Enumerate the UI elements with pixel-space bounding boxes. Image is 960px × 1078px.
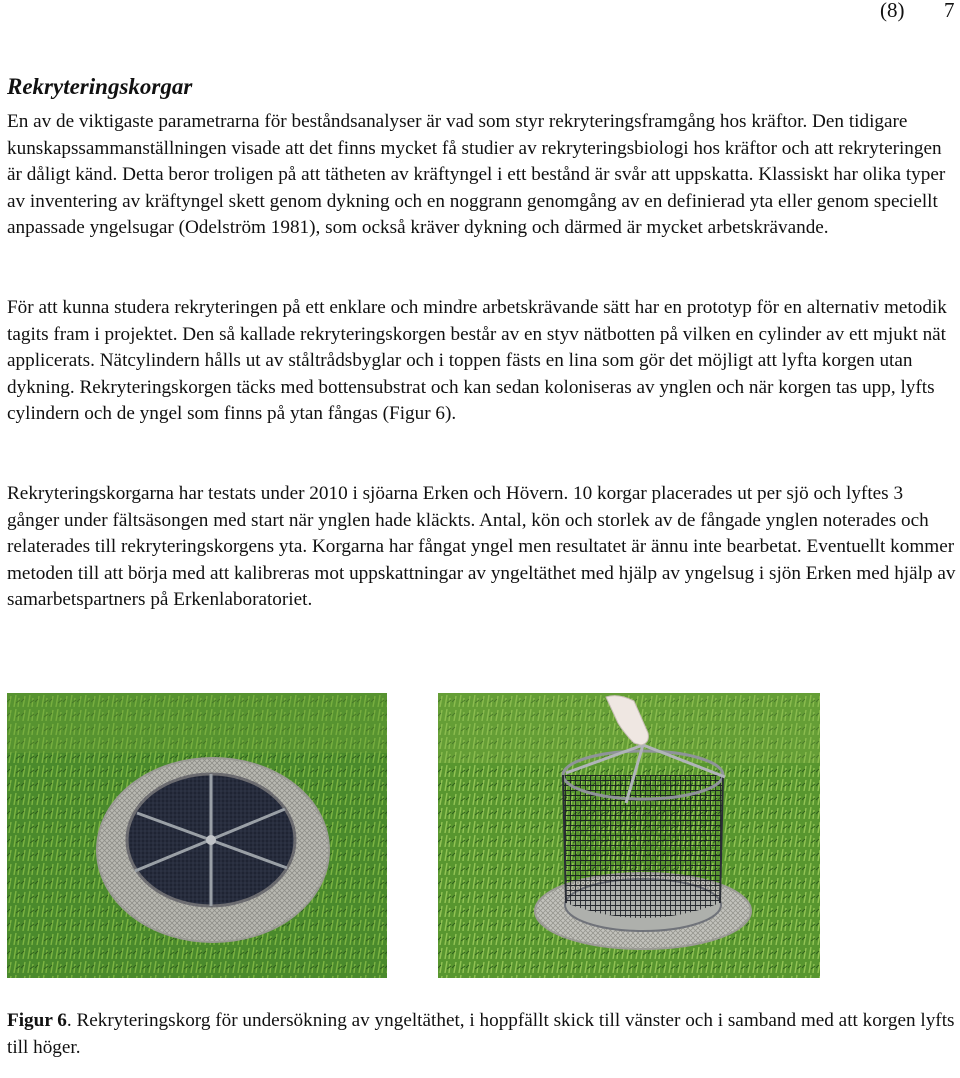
figure-caption: [7, 1007, 959, 1061]
paragraph-method: För att kunna studera rekryteringen på ett enklare och mindre arbetskrävande sätt har en prototyp för en alternativ metodik tagits fram i projektet. Den så kallade rekryteringskorgen består av en styv nätbotten på vilken en cylinder av ett mjukt nät applicerats. Nätcylindern hålls ut av ståltrådsbyglar och i toppen fästs en lina som gör det möjligt att lyfta korgen utan dykning. Rekryteringskorgen täcks med bottensubstrat och kan sedan koloniseras av ynglen och när korgen tas upp, lyfts cylindern och de yngel som finns på ytan fångas (Figur 6).: [7, 297, 947, 425]
figure-caption-text: . Rekryteringskorg för undersökning av yngeltäthet, i hoppfällt skick till vänster och i samband med att korgen lyfts till höger.: [7, 1010, 955, 1058]
page-number: 7: [944, 0, 955, 22]
paragraph-intro: En av de viktigaste parametrarna för beståndsanalyser är vad som styr rekryteringsframgång hos kräftor. Den tidigare kunskapssammanställningen visade att det finns mycket få studier av rekryteringsbiologi hos kräftor och att rekryteringen är dåligt känd. Detta beror troligen på att tätheten av kräftyngel i ett bestånd är svår att uppskatta. Klassiskt har olika typer av inventering av kräftyngel skett genom dykning och en noggrann genomgång av en definierad yta eller genom speciellt anpassade yngelsugar (Odelström 1981), som också kräver dykning och därmed är mycket arbetskrävande.: [7, 111, 946, 239]
section-title: Rekryteringskorgar: [7, 74, 193, 99]
photo-collapsed-basket: [7, 693, 387, 978]
page-paren-number: (8): [880, 0, 905, 22]
figure-label: Figur 6: [7, 1010, 67, 1031]
photo-lifted-basket: [438, 693, 820, 978]
paragraph-results: Rekryteringskorgarna har testats under 2010 i sjöarna Erken och Hövern. 10 korgar placerades ut per sjö och lyftes 3 gånger under fältsäsongen med start när ynglen hade kläckts. Antal, kön och storlek av de fångade ynglen noterades och relaterades till rekryteringskorgens yta. Korgarna har fångat yngel men resultatet är ännu inte bearbetat. Eventuellt kommer metoden till att börja med att kalibreras mot uppskattningar av yngeltäthet med hjälp av yngelsug i sjön Erken med hjälp av samarbetspartners på Erkenlaboratoriet.: [7, 483, 956, 611]
